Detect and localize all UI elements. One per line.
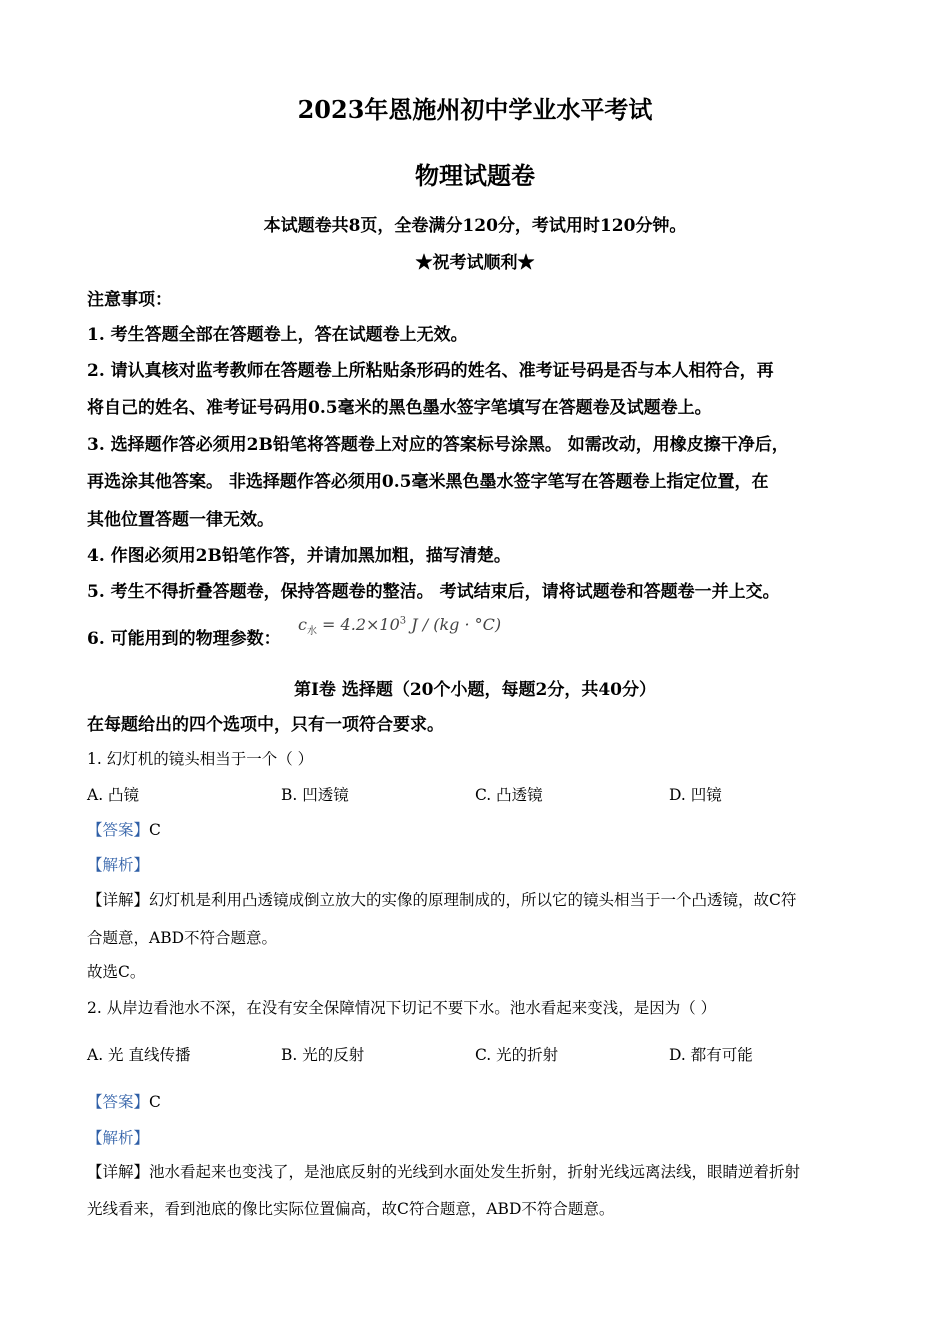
exam-title: 2023年恩施州初中学业水平考试 <box>297 95 653 124</box>
section-heading: 第Ⅰ卷 选择题（20个小题，每题2分，共40分） <box>293 680 656 700</box>
question-2-option-d: D. 都有可能 <box>669 1046 753 1064</box>
question-1-option-d: D. 凹镜 <box>669 786 722 804</box>
question-1-analysis-tag: 【解析】 <box>87 856 150 874</box>
blessing-line: ★祝考试顺利★ <box>415 253 535 273</box>
water-specific-heat-formula: $c_水 = 4.2\times 10^3$ J / (kg · °C) <box>298 615 502 638</box>
question-1-answer: 【答案】C <box>87 821 161 839</box>
question-2-answer: 【答案】C <box>87 1093 161 1111</box>
note-item-2: 2. 请认真核对监考教师在答题卷上所粘贴条形码的姓名、准考证号码是否与本人相符合，再 <box>87 361 774 381</box>
note-item-2-cont: 将自己的姓名、准考证号码用0.5毫米的黑色墨水签字笔填写在答题卷及试题卷上。 <box>87 398 712 418</box>
question-1-option-c: C. 凸透镜 <box>475 786 543 804</box>
question-1-detail-line-2: 合题意，ABD不符合题意。 <box>87 929 278 947</box>
question-2-detail-line-1: 【详解】池水看起来也变浅了，是池底反射的光线到水面处发生折射，折射光线远离法线，眼睛逆着折射 <box>87 1163 801 1181</box>
question-1-detail-line-1: 【详解】幻灯机是利用凸透镜成倒立放大的实像的原理制成的，所以它的镜头相当于一个凸透镜，故C符 <box>87 891 797 909</box>
paper-subtitle: 物理试题卷 <box>415 161 535 190</box>
note-item-3-cont2: 其他位置答题一律无效。 <box>87 510 274 530</box>
question-1-option-a: A. 凸镜 <box>87 786 140 804</box>
note-item-3: 3. 选择题作答必须用2B铅笔将答题卷上对应的答案标号涂黑。 如需改动，用橡皮擦干净后， <box>87 435 789 455</box>
note-item-6: 6. 可能用到的物理参数： <box>87 629 281 649</box>
question-2-option-a: A. 光 直线传播 <box>87 1046 191 1064</box>
question-1-conclusion: 故选C。 <box>87 963 146 981</box>
question-2-option-c: C. 光的折射 <box>475 1046 559 1064</box>
question-1-option-b: B. 凹透镜 <box>281 786 349 804</box>
note-item-1: 1. 考生答题全部在答题卷上，答在试题卷上无效。 <box>87 325 468 345</box>
note-item-3-cont: 再选涂其他答案。 非选择题作答必须用0.5毫米黑色墨水签字笔写在答题卷上指定位置，在 <box>87 472 769 492</box>
section-instruction: 在每题给出的四个选项中，只有一项符合要求。 <box>87 715 444 735</box>
paper-info: 本试题卷共8页，全卷满分120分，考试用时120分钟。 <box>263 216 687 236</box>
question-1-stem: 1. 幻灯机的镜头相当于一个（ ） <box>87 750 314 768</box>
question-2-option-b: B. 光的反射 <box>281 1046 365 1064</box>
notes-heading: 注意事项： <box>87 290 172 310</box>
note-item-5: 5. 考生不得折叠答题卷，保持答题卷的整洁。 考试结束后，请将试题卷和答题卷一并上交。 <box>87 582 780 602</box>
question-2-stem: 2. 从岸边看池水不深，在没有安全保障情况下切记不要下水。池水看起来变浅，是因为（ ） <box>87 999 717 1017</box>
question-2-detail-line-2: 光线看来，看到池底的像比实际位置偏高，故C符合题意，ABD不符合题意。 <box>87 1200 615 1218</box>
note-item-4: 4. 作图必须用2B铅笔作答，并请加黑加粗，描写清楚。 <box>87 546 511 566</box>
question-2-analysis-tag: 【解析】 <box>87 1129 150 1147</box>
